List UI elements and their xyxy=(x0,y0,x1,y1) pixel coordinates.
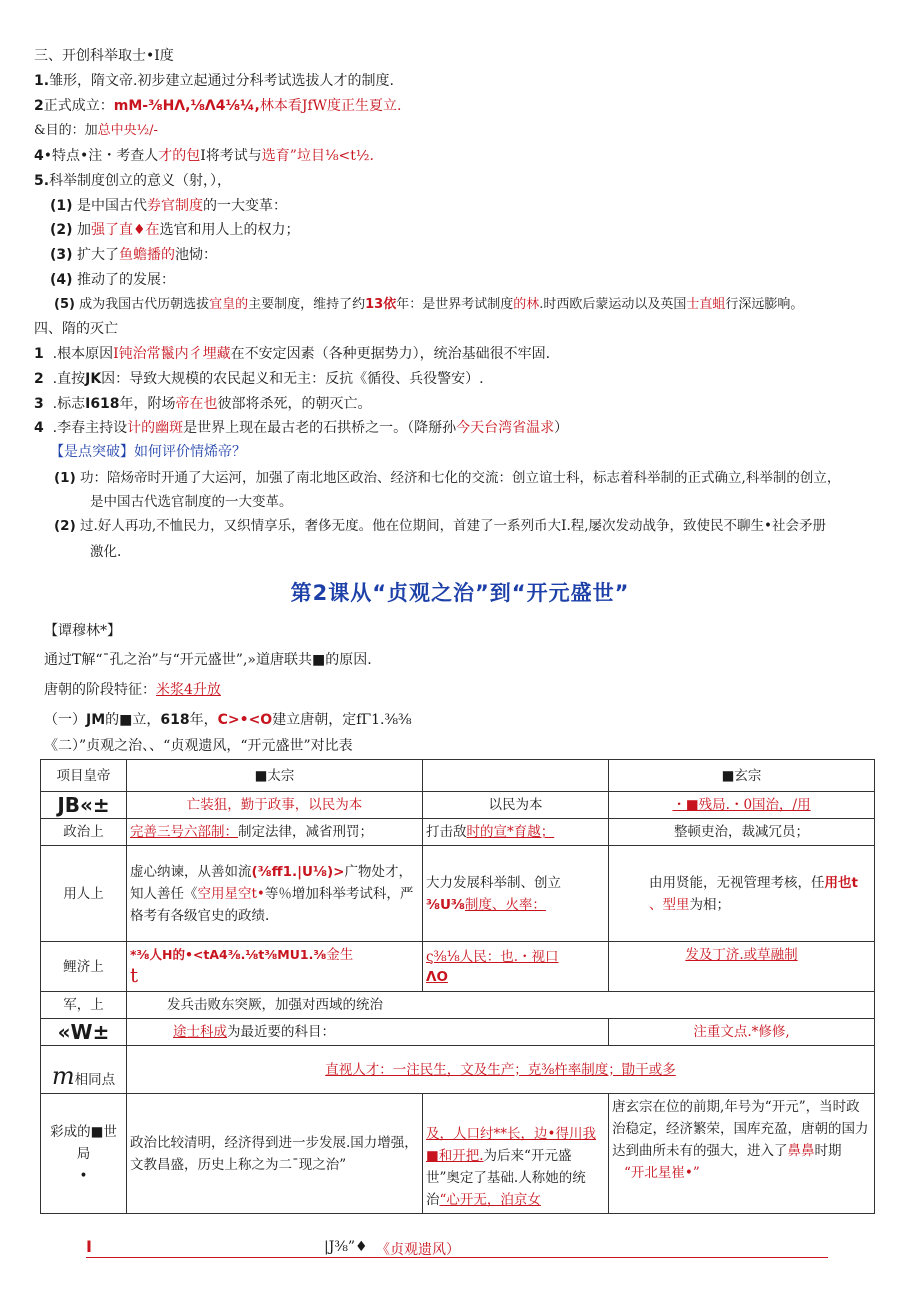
row2-mid-b: 时的宣*育越； xyxy=(466,824,555,840)
s3-sub-3-c: 池恸： xyxy=(175,247,217,263)
row2-mid xyxy=(423,819,609,846)
row4-mid-a: ς⅜⅛人民：也.・视口 xyxy=(426,948,559,965)
part-one-f: C>•<O xyxy=(217,712,273,728)
th-item: 项目皇帝 xyxy=(41,760,127,792)
table-row xyxy=(41,992,875,1019)
th-xuanzong: ■玄宗 xyxy=(609,760,875,792)
s4-item-1-c: 在不安定因素（各种更据势力），统治基础很不牢固. xyxy=(230,346,551,362)
row1-mid: 以民为本 xyxy=(423,792,609,819)
eval-1-num: (1) xyxy=(54,470,76,486)
table-row xyxy=(41,792,875,819)
s3-sub-2-c: 选官和用人上的权力； xyxy=(159,222,300,238)
focus-question: 如何评价情烯帝？ xyxy=(134,444,246,460)
row7-text: 直视人才：一注民生，文及生产；克⅜杵率制度；勖干或多 xyxy=(127,1046,875,1094)
s3-sub-5-d: 13依 xyxy=(365,297,397,312)
row3-xuanzong-c: 、型里 xyxy=(649,896,690,913)
row8-mid-a: 及，人口纣**长，边•得川我 xyxy=(426,1126,596,1142)
row3-taizong-e: 等％增加科举考试科，严格考有各级官史的政绩. xyxy=(130,885,414,924)
s3-sub-4 xyxy=(50,271,175,289)
row8-label-b: • xyxy=(79,1167,88,1184)
lesson-bracket: 【谭穆林*】 xyxy=(44,623,121,639)
s3-sub-1-b: 券官制度 xyxy=(147,198,203,214)
footer-c: 《贞观遗风） xyxy=(376,1242,460,1258)
row3-mid-c: 制度、火率： xyxy=(464,896,546,913)
s4-item-4-d: 今天台湾省温求 xyxy=(456,420,555,436)
s3-sub-1-num: (1) xyxy=(50,198,73,214)
stage-value: 米浆4升放 xyxy=(156,682,221,698)
row3-mid-b: ⅜U⅜ xyxy=(426,896,465,913)
lesson-intro: 通过T解“¯孔之治”与“开元盛世”,»道唐联共■的原因. xyxy=(44,652,372,668)
row6-taizong-b: 为最近要的科目： xyxy=(227,1024,335,1040)
eval-2 xyxy=(54,517,826,535)
row5-taizong: 发兵击败东突厥，加强对西域的统治 xyxy=(127,992,875,1019)
row3-taizong xyxy=(127,846,423,942)
s4-item-4-a: .李春主持设 xyxy=(52,420,128,436)
s4-item-3-e: 彼部将杀死，的朝灭亡。 xyxy=(217,396,372,412)
s3-sub-3-num: (3) xyxy=(50,247,73,263)
row3-mid-a: 大力发展科举制、创立 xyxy=(426,874,561,891)
s3-sub-3-a: 扩大了 xyxy=(77,247,119,263)
s4-item-4-c: 是世界上现在最古老的石拱桥之一。（降掰孙 xyxy=(183,420,457,436)
footer-line xyxy=(86,1237,828,1258)
s4-item-2-a: .直按 xyxy=(52,371,86,387)
s4-item-3-d: 帝在也 xyxy=(175,396,218,412)
section3-heading: 三、开创科举取士•I度 xyxy=(34,48,174,64)
row3-taizong-c: 广物处才，知人善任《 xyxy=(130,863,412,902)
s3-item-2-c: 林本看JfW度正生夏立. xyxy=(259,98,402,114)
focus-label: 【是点突破】 xyxy=(50,444,134,460)
s3-item-4-num: 4 xyxy=(34,148,44,164)
row4-taizong-c: t xyxy=(130,963,139,987)
row8-xuanzong-d: “开北星崔•” xyxy=(624,1165,700,1181)
stage-line xyxy=(44,681,221,699)
table-row xyxy=(41,846,875,942)
eval-2-line2: 激化. xyxy=(90,544,122,560)
table-row xyxy=(41,1046,875,1094)
row5-label: 军，上 xyxy=(41,992,127,1019)
stage-label: 唐朝的阶段特征： xyxy=(44,682,156,698)
row3-xuanzong-b: 用也t xyxy=(824,874,858,891)
s3-sub-2-num: (2) xyxy=(50,222,73,238)
s3-item-3 xyxy=(34,122,158,140)
s3-sub-5-i: 行深远膨响。 xyxy=(725,297,804,312)
s3-sub-1-c: 的一大变革： xyxy=(203,198,287,214)
row8-xuanzong-a: 唐玄宗在位的前期,年号为“开元”，当时政治稳定，经济繁荣，国库充盈，唐朝的国力达到曲所未有的强大，进入了 xyxy=(612,1099,869,1159)
eval-1-line2: 是中国古代选官制度的一大变革。 xyxy=(90,494,293,510)
s4-item-3-c: 年，附场 xyxy=(119,396,176,412)
row4-xuanzong: 发及丁济.或草融制 xyxy=(609,942,875,992)
row8-label-a: 彩成的■世局 xyxy=(50,1123,117,1162)
row8-taizong-text: 政治比较清明，经济得到进一步发展.国力增强，文教昌盛，历史上称之为二ˉ现之治” xyxy=(130,1134,418,1173)
row3-mid xyxy=(423,846,609,942)
row3-xuanzong-d: 为相； xyxy=(689,896,730,913)
s3-sub-2-a: 加 xyxy=(77,222,91,238)
s3-sub-5-b: 宜皇的 xyxy=(209,297,249,312)
s3-item-4 xyxy=(34,147,374,165)
footer-a: I xyxy=(86,1237,92,1256)
s3-item-4-c: I将考试与 xyxy=(200,148,262,164)
s3-item-4-d: 选育”垃目⅛<t½. xyxy=(261,148,374,164)
row3-taizong-a: 虚心纳谏，从善如流 xyxy=(130,863,252,880)
focus-line xyxy=(50,443,246,461)
row7-label-a: m xyxy=(51,1062,75,1090)
row3-xuanzong-a: 由用贤能，无视管理考核，任 xyxy=(649,874,825,891)
s3-item-3-a: &目的：加 xyxy=(34,123,98,138)
row4-taizong-a: *⅜人H的•<tA4⅜.⅛t⅜MU1.⅜ xyxy=(130,947,327,962)
row3-taizong-b: (⅜ff1.|U⅛)> xyxy=(251,863,345,880)
s3-item-4-a: •特点•注・考查人 xyxy=(43,148,159,164)
s3-sub-5-g: .时西欧后蒙运动以及英国 xyxy=(539,297,687,312)
row7-label xyxy=(41,1046,127,1094)
s3-sub-1-a: 是中国古代 xyxy=(77,198,147,214)
eval-1-line1: 功：陪炀帝时开通了大运河，加强了南北地区政治、经济和七化的交流：创立谊士科，标志着科举制的正式确立,科举制的创立， xyxy=(80,470,841,486)
part-one-d: 618 xyxy=(160,712,190,728)
row2-mid-a: 打击敌 xyxy=(426,824,467,840)
s3-sub-5-f: 的林 xyxy=(513,297,540,312)
s3-item-1 xyxy=(34,72,394,90)
row6-label: «W± xyxy=(41,1019,127,1046)
table-row xyxy=(41,819,875,846)
part-two: 《二）”贞观之治、、“贞观遗风，“开元盛世”对比表 xyxy=(44,738,353,754)
row3-xuanzong xyxy=(609,846,875,942)
s4-item-1-a: .根本原因 xyxy=(52,346,114,362)
s3-item-4-b: 才的包 xyxy=(158,148,201,164)
row8-mid xyxy=(423,1094,609,1214)
row4-taizong xyxy=(127,942,423,992)
row8-taizong xyxy=(127,1094,423,1214)
table-row xyxy=(41,1094,875,1214)
row2-xuanzong: 整顿吏治，裁减冗员； xyxy=(609,819,875,846)
s3-sub-5-a: 成为我国古代历朝选拔 xyxy=(79,297,210,312)
row1-taizong: 亡装狙，勤于政事，以民为本 xyxy=(127,792,423,819)
s4-item-1-b: I钝治常鬣内彳埋藏 xyxy=(113,346,231,362)
s4-item-4-num: 4 xyxy=(34,420,44,436)
s3-sub-1 xyxy=(50,197,287,215)
row7-label-b: 相同点 xyxy=(74,1072,116,1088)
table-header-row xyxy=(41,760,875,792)
eval-2-num: (2) xyxy=(54,518,76,534)
s4-item-2-c: 因：导致大规模的农民起义和无主：反抗《循役、兵役警安）. xyxy=(101,371,484,387)
s3-sub-5 xyxy=(54,296,803,314)
s3-item-2-b: mM-⅜HΛ,⅛Λ4⅛¼, xyxy=(113,98,260,114)
s3-sub-3-b: 鱼蟾播的 xyxy=(119,247,175,263)
row2-taizong xyxy=(127,819,423,846)
row2-label: 政治上 xyxy=(41,819,127,846)
s3-item-5-num: 5. xyxy=(34,173,50,189)
s4-item-3-num: 3 xyxy=(34,396,44,412)
th-taizong: ■太宗 xyxy=(127,760,423,792)
s3-item-2 xyxy=(34,97,401,115)
s3-item-1-num: 1. xyxy=(34,73,50,89)
row1-label: JB«± xyxy=(41,792,127,819)
table-row xyxy=(41,942,875,992)
s4-item-3-a: .标志 xyxy=(52,396,86,412)
s4-item-1 xyxy=(34,345,550,363)
s4-item-4-e: ） xyxy=(554,420,569,436)
row8-xuanzong-b: 鼻鼻 xyxy=(787,1143,815,1159)
th-middle xyxy=(423,760,609,792)
row8-mid-c: 为后来“开元盛世”奥定了基础.人称她的统治 xyxy=(426,1148,586,1208)
part-one-g: 建立唐朝，定fΓ1.⅜⅜ xyxy=(272,712,412,728)
s3-sub-5-num: (5) xyxy=(54,297,75,312)
s3-sub-2-b: 强了直♦在 xyxy=(91,222,160,238)
s3-item-3-b: 总中央½∕- xyxy=(97,123,158,138)
row8-xuanzong-c: 时期 xyxy=(814,1143,842,1159)
s3-sub-5-c: 主要制度，维持了约 xyxy=(248,297,366,312)
row4-mid xyxy=(423,942,609,992)
s3-sub-5-e: 年：是世界考试制度 xyxy=(396,297,514,312)
eval-1 xyxy=(54,469,840,487)
row8-mid-b: ■和开把. xyxy=(426,1148,484,1164)
row6-taizong xyxy=(127,1019,609,1046)
row8-mid-d: “心开无，泊京女 xyxy=(439,1192,541,1208)
table-row xyxy=(41,1019,875,1046)
s4-item-3 xyxy=(34,395,372,413)
s4-item-3-b: I618 xyxy=(85,396,120,412)
s3-item-2-a: 正式成立： xyxy=(43,98,114,114)
s3-sub-5-h: 士直蛆 xyxy=(686,297,726,312)
eval-2-line1: 过.好人再功,不恤民力，又织情享乐，奢侈无度。他在位期间，首建了一系列币大I.程,屡次发动战争，致使民不聊生•社会矛册 xyxy=(80,518,826,534)
s4-item-2 xyxy=(34,370,484,388)
s3-sub-2 xyxy=(50,221,300,239)
comparison-table xyxy=(40,759,875,1214)
lesson-title: 第2课从“贞观之治”到“开元盛世” xyxy=(290,581,630,605)
row4-taizong-b: 金生 xyxy=(326,947,354,963)
row2-taizong-b: 制定法律，减省刑罚； xyxy=(238,824,373,840)
s4-item-1-num: 1 xyxy=(34,346,44,362)
s4-item-4 xyxy=(34,419,568,437)
row3-taizong-d: 空用星空t• xyxy=(197,885,265,902)
row2-taizong-a: 完善三号六部制： xyxy=(130,824,238,840)
s4-item-2-b: JK xyxy=(85,371,102,387)
s4-item-4-b: 计的幽斑 xyxy=(127,420,184,436)
row3-label: 用人上 xyxy=(41,846,127,942)
s3-item-5-text: 科举制度创立的意义（射，）， xyxy=(49,173,232,189)
s3-sub-4-num: (4) xyxy=(50,272,73,288)
row8-xuanzong xyxy=(609,1094,875,1214)
s4-item-2-num: 2 xyxy=(34,371,44,387)
row4-mid-b: ΛO xyxy=(426,968,448,985)
s3-item-1-text: 雏形，隋文帝.初步建立起通过分科考试选拔人才的制度. xyxy=(49,73,394,89)
footer-b: |J⅜”♦ xyxy=(324,1239,368,1255)
part-one-e: 年， xyxy=(189,712,218,728)
part-one-a: （一） xyxy=(44,712,86,728)
row1-xuanzong: ・■残局.・0国治，/用 xyxy=(609,792,875,819)
s3-sub-3 xyxy=(50,246,217,264)
row6-taizong-a: 途士科成 xyxy=(173,1024,227,1040)
part-one-c: 的■立， xyxy=(105,712,161,728)
section4-heading: 四、隋的灭亡 xyxy=(34,321,118,337)
s3-item-5 xyxy=(34,172,231,190)
s3-item-2-num: 2 xyxy=(34,98,44,114)
row8-label xyxy=(41,1094,127,1214)
row4-label: 鲤济上 xyxy=(41,942,127,992)
part-one-b: JM xyxy=(86,712,106,728)
part-one xyxy=(44,711,412,729)
row6-xuanzong: 注重文点.*修修, xyxy=(609,1019,875,1046)
s3-sub-4-a: 推动了的发展： xyxy=(77,272,175,288)
